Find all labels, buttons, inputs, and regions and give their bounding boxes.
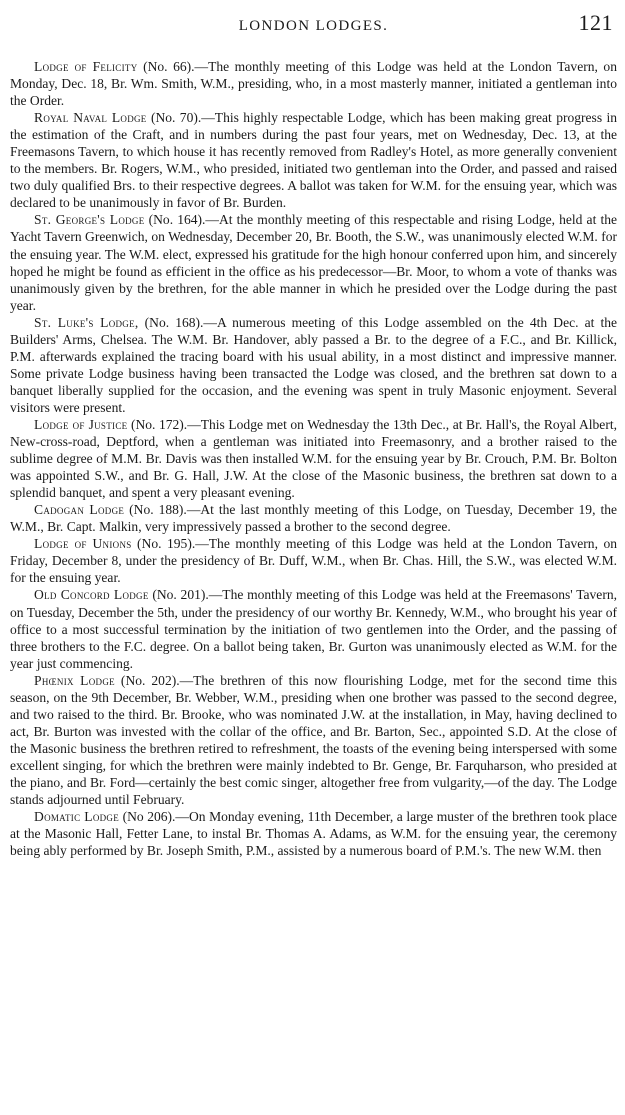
lodge-name: Cadogan Lodge — [34, 502, 125, 518]
page-number: 121 — [578, 10, 613, 35]
lodge-entry-royal-naval — [10, 109, 617, 211]
lodge-report-text: (No. 168).—A numerous meeting of this Lodge assembled on the 4th Dec. at the Builders' Arms, Chelsea. The W.M. Br. Handover, ably passed a Br. to the degree of a F.C., and Br. Killick, P.M. afterwards explained the tracing board with his usual ability, in a most distinct and impressive manner. Some private Lodge business having been transacted the Lodge was closed, and the brethren sat down to a banquet liberally supplied for the occasion, and the evening was spent in truly Masonic enjoyment. Several visitors were present. — [10, 314, 617, 415]
lodge-name: Old Concord Lodge — [34, 587, 149, 603]
lodge-report-text: (No. 172).—This Lodge met on Wednesday the 13th Dec., at Br. Hall's, the Royal Albert, New-cross-road, Deptford, when a gentleman was initiated into Freemasonry, and a brother raised to the sublime degree of M.M. Br. Davis was then installed W.M. for the ensuing year by Br. Crouch, P.M. Br. Bolton was appointed S.W., and Br. G. Hall, J.W. At the close of the Masonic business, the brethren sat down to a splendid banquet, and spent a very pleasant evening. — [10, 416, 617, 501]
lodge-entry-cadogan — [10, 501, 617, 535]
lodge-report-text: (No. 188).—At the last monthly meeting of this Lodge, on Tuesday, December 19, the W.M., Br. Capt. Malkin, very impressively passed a brother to the second degree. — [10, 502, 617, 535]
lodge-report-text: (No. 201).—The monthly meeting of this Lodge was held at the Freemasons' Tavern, on Tuesday, December the 5th, under the presidency of our worthy Br. Kennedy, W.M., who brought his year of office to a most successful termination by the initiation of two gentlemen into the Order, and the passing of three brothers to the F.C. degree. On a ballot being taken, Br. Gurton was unanimously elected as W.M. for the year just commencing. — [10, 587, 617, 671]
lodge-reports — [10, 58, 617, 859]
lodge-name: St. George's Lodge — [34, 212, 145, 228]
lodge-report-text: (No. 202).—The brethren of this now flourishing Lodge, met for the second time this season, on the 9th December, Br. Webber, W.M., presiding when one brother was passed to the second degree, and two raised to the third. Br. Brooke, who was nominated J.W. at the installation, in May, having declined to act, Br. Burton was invested with the collar of the office, and Br. Barton, Sec., appointed S.D. At the close of the Masonic business the brethren retired to refreshment, the toasts of the evening being interspersed with some excellent singing, for which the brethren were mainly indebted to Br. Genge, Br. Farquharson, who presided at the piano, and Br. Ford—certainly the best comic singer, altogether free from vulgarity,—of the day. The Lodge stands adjourned until February. — [10, 672, 618, 808]
lodge-entry-phoenix — [10, 672, 617, 808]
lodge-report-text: (No. 195).—The monthly meeting of this Lodge was held at the London Tavern, on Friday, December 8, under the presidency of Br. Duff, W.M., when Br. Chas. Hill, the S.W., was elected W.M. for the ensuing year. — [10, 536, 617, 586]
page-header — [10, 6, 617, 36]
lodge-name: Lodge of Justice — [34, 416, 128, 432]
lodge-name: Lodge of Unions — [34, 536, 132, 552]
lodge-entry-st-lukes — [10, 314, 617, 416]
lodge-entry-unions — [10, 535, 617, 586]
lodge-entry-domatic — [10, 808, 617, 859]
lodge-entry-old-concord — [10, 586, 617, 671]
lodge-entry-felicity — [10, 58, 617, 109]
lodge-name: Domatic Lodge — [34, 809, 120, 825]
lodge-report-text: (No. 70).—This highly respectable Lodge, which has been making great progress in the estimation of the Craft, and in numbers during the past four years, met on Wednesday, Dec. 13, at the Freemasons Tavern, to which house it has recently removed from Radley's Hotel, as more generally convenient to the members. Br. Rogers, W.M., who presided, initiated two gentleman into the Order, and passed and raised two duly qualified Brs. to their respective degrees. A ballot was taken for W.M. for the ensuing year, which was declared to be unanimously in favor of Br. Burden. — [10, 110, 617, 211]
lodge-report-text: (No. 66).—The monthly meeting of this Lodge was held at the London Tavern, on Monday, Dec. 18, Br. Wm. Smith, W.M., presiding, who, in a most masterly manner, initiated a gentleman into the Order. — [10, 59, 617, 109]
lodge-report-text: (No. 164).—At the monthly meeting of this respectable and rising Lodge, held at the Yacht Tavern Greenwich, on Wednesday, December 20, Br. Booth, the S.W., was unanimously elected W.M. for the ensuing year. The W.M. elect, expressed his gratitude for the high honour conferred upon him, and sincerely hoped he might be found as efficient in the office as his predecessor—Br. Moor, to whom a vote of thanks was unanimously given by the brethren, for the able manner in which he presided over the Lodge during the past year. — [10, 212, 617, 313]
lodge-report-text: (No 206).—On Monday evening, 11th December, a large muster of the brethren took place at the Masonic Hall, Fetter Lane, to instal Br. Thomas A. Adams, as W.M. for the ensuing year, the ceremony being ably performed by Br. Joseph Smith, P.M., assisted by a numerous board of P.M.'s. The new W.M. then — [10, 809, 617, 859]
lodge-entry-justice — [10, 416, 617, 501]
lodge-name: Phœnix Lodge — [34, 672, 115, 688]
lodge-name: St. Luke's Lodge, — [34, 314, 139, 330]
lodge-name: Lodge of Felicity — [34, 59, 138, 74]
lodge-name: Royal Naval Lodge — [34, 110, 147, 126]
running-title: LONDON LODGES. — [238, 18, 389, 34]
lodge-entry-st-georges — [10, 211, 617, 313]
